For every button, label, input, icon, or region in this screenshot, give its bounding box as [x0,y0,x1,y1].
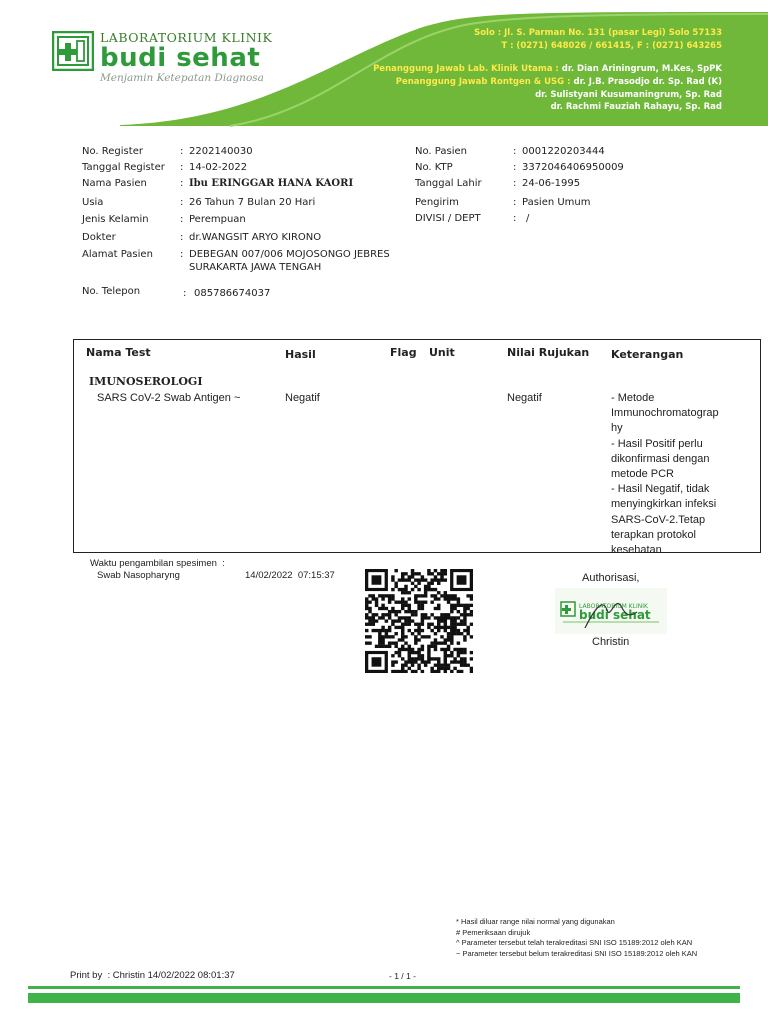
colon: : [180,178,184,189]
print-info: Print by : Christin 14/02/2022 08:01:37 [70,970,235,981]
note-line: - Metode [611,392,655,404]
colon: : [180,197,184,208]
note-line: terapkan protokol [611,528,696,541]
label-jenis-kelamin: Jenis Kelamin [82,214,149,225]
label-no-ktp: No. KTP [415,162,453,173]
colon: : [513,162,517,173]
test-result: Negatif [285,392,320,404]
note-line: kesehatan [611,544,662,557]
label-usia: Usia [82,197,104,208]
authorizer-name: Christin [592,636,630,648]
label-pengirim: Pengirim [415,197,459,208]
label-dokter: Dokter [82,232,116,243]
value-tanggal-lahir: 24-06-1995 [522,178,581,189]
label-no-pasien: No. Pasien [415,146,467,157]
svg-text:budi sehat: budi sehat [579,608,651,622]
value-no-pasien: 0001220203444 [522,146,605,157]
specimen-type: Swab Nasopharyng [97,570,180,581]
col-keterangan: Keterangan [611,348,684,361]
test-reference: Negatif [507,392,542,404]
colon: : [513,213,517,224]
footnote-4: ~ Parameter tersebut belum terakreditasi SNI ISO 15189:2012 oleh KAN [456,949,698,958]
colon: : [180,146,184,157]
doctor-3: dr. Rachmi Fauziah Rahayu, Sp. Rad [550,102,722,112]
specimen-datetime: 14/02/2022 07:15:37 [245,570,335,581]
col-nama-test: Nama Test [86,346,151,359]
colon: : [180,162,184,173]
value-alamat-line1: DEBEGAN 007/006 MOJOSONGO JEBRES [189,249,390,260]
note-line: - Hasil Negatif, tidak [611,483,710,496]
note-line: - Hasil Positif perlu [611,437,703,450]
value-alamat-line2: SURAKARTA JAWA TENGAH [189,262,322,273]
label-tanggal-register: Tanggal Register [82,162,165,173]
clinic-logo-icon [52,31,94,71]
label-telepon: No. Telepon [82,286,141,297]
page-number: - 1 / 1 - [389,971,416,981]
footer-line-thin [28,986,740,989]
svg-text:LABORATORIUM KLINIK: LABORATORIUM KLINIK [579,603,648,610]
value-nama-pasien: Ibu ERINGGAR HANA KAORI [189,178,354,189]
doctor-2: dr. Sulistyani Kusumaningrum, Sp. Rad [535,90,722,100]
value-pengirim: Pasien Umum [522,197,591,208]
label-no-register: No. Register [82,146,143,157]
col-flag: Flag [390,346,417,359]
colon: : [183,288,187,299]
note-line: SARS-CoV-2.Tetap [611,513,706,526]
address-line: Solo : Jl. S. Parman No. 131 (pasar Legi) Solo 57133 [474,28,722,38]
colon: : [513,146,517,157]
phone-line: T : (0271) 648026 / 661415, F : (0271) 643265 [501,41,722,51]
qr-code-icon [365,569,473,673]
label-tanggal-lahir: Tanggal Lahir [415,178,482,189]
col-hasil: Hasil [285,348,316,361]
colon: : [180,249,184,260]
note-line: hy [611,422,623,435]
footer-bar [28,993,740,1003]
colon: : [513,197,517,208]
test-notes [611,391,741,558]
colon: : [180,232,184,243]
note-line: dikonfirmasi dengan [611,452,710,465]
value-tanggal-register: 14-02-2022 [189,162,248,173]
col-unit: Unit [429,346,455,359]
authorization-label: Authorisasi, [582,572,640,584]
footnote-2: # Pemeriksaan dirujuk [456,928,531,937]
value-no-ktp: 3372046406950009 [522,162,624,173]
colon: : [180,214,184,225]
value-telepon: 085786674037 [194,288,271,299]
colon: : [513,178,517,189]
value-dokter: dr.WANGSIT ARYO KIRONO [189,232,322,243]
value-no-register: 2202140030 [189,146,253,157]
lab-name: LABORATORIUM KLINIK [100,30,273,45]
value-usia: 26 Tahun 7 Bulan 20 Hari [189,197,316,208]
footnote-1: * Hasil diluar range nilai normal yang digunakan [456,917,615,926]
note-line: metode PCR [611,468,674,481]
test-name: SARS CoV-2 Swab Antigen ~ [97,392,241,404]
footnote-3: ^ Parameter tersebut telah terakreditasi SNI ISO 15189:2012 oleh KAN [456,938,693,947]
note-line: menyingkirkan infeksi [611,498,717,511]
stamp-logo-icon [555,588,667,634]
label-nama-pasien: Nama Pasien [82,178,147,189]
section-imunoserologi: IMUNOSEROLOGI [89,375,203,388]
col-nilai-rujukan: Nilai Rujukan [507,346,590,359]
specimen-label: Waktu pengambilan spesimen : [90,558,225,569]
label-alamat: Alamat Pasien [82,249,153,260]
value-divisi: / [526,213,530,224]
brand-name: budi sehat [100,43,261,73]
label-divisi: DIVISI / DEPT [415,213,481,224]
note-line: Immunochromatograp [611,407,719,420]
tagline: Menjamin Ketepatan Diagnosa [100,72,264,84]
lab-responsible: Penanggung Jawab Lab. Klinik Utama : dr. Dian Ariningrum, M.Kes, SpPK [373,64,722,74]
value-jenis-kelamin: Perempuan [189,214,246,225]
rontgen-responsible: Penanggung Jawab Rontgen & USG : dr. J.B. Prasodjo dr. Sp. Rad (K) [395,77,722,87]
